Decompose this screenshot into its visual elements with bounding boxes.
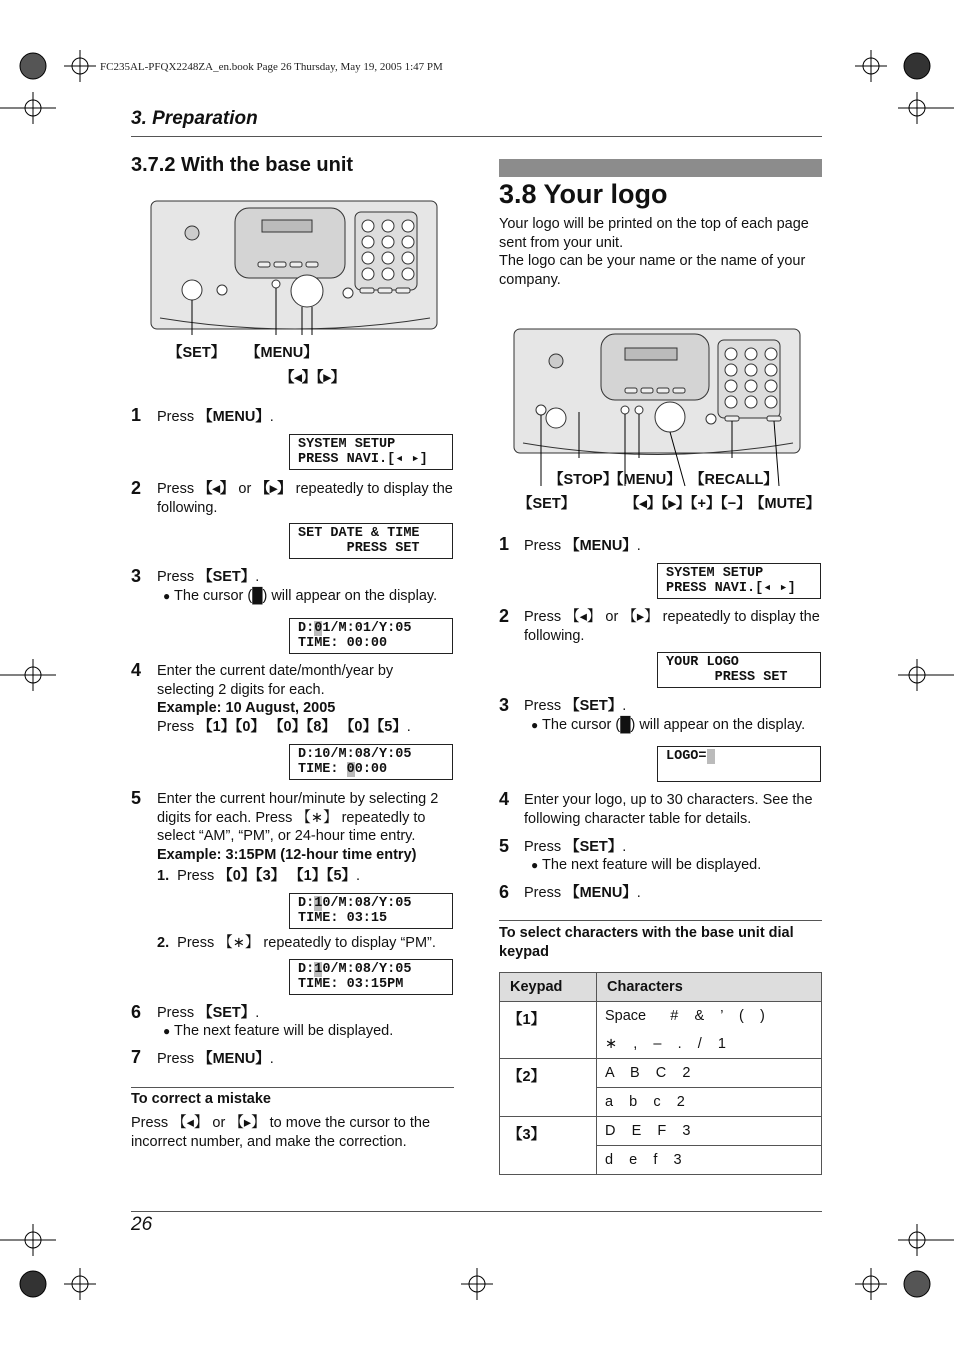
bullet-note: ● The next feature will be displayed. xyxy=(531,857,762,873)
bullet-icon: ● xyxy=(531,858,539,872)
characters-cell: a b c 2 xyxy=(597,1088,822,1117)
characters-cell: A B C 2 xyxy=(597,1059,822,1088)
character-table xyxy=(499,972,822,1175)
step-text: Press 【MENU】. xyxy=(157,1051,274,1067)
keypad-cell: 【1】 xyxy=(500,1002,597,1059)
step-text: Press 【◂】 or 【▸】 repeatedly to display the following. xyxy=(524,609,820,644)
recall-label: 【RECALL】 xyxy=(690,472,778,488)
column-header: Keypad xyxy=(500,973,597,1002)
crop-mark-br xyxy=(855,1224,954,1300)
table-header-row xyxy=(500,973,822,1002)
arrow-keys-label: 【◂】【▸】【+】【−】 xyxy=(625,496,751,512)
table-row xyxy=(500,1117,822,1146)
step-text: Press 【◂】 or 【▸】 repeatedly to display the following. xyxy=(157,481,453,516)
header-rule xyxy=(131,136,822,137)
table-row xyxy=(500,1002,822,1031)
crop-mark-mr xyxy=(898,659,954,691)
step-number: 1 xyxy=(499,534,510,554)
divider xyxy=(499,920,822,921)
base-unit-illustration xyxy=(150,200,440,335)
bullet-icon: ● xyxy=(163,589,171,603)
step-text: Press 【SET】. xyxy=(524,698,627,714)
heading-bar xyxy=(499,159,822,177)
step-text: Enter your logo, up to 30 characters. See the following character table for details. xyxy=(524,792,813,827)
lcd-display: SET DATE & TIME PRESS SET xyxy=(289,523,453,559)
lcd-display: LOGO= xyxy=(657,746,821,782)
step-text: Press 【MENU】. xyxy=(524,538,641,554)
keypad-cell: 【3】 xyxy=(500,1117,597,1175)
lcd-display: D:10/M:08/Y:05 TIME: 03:15PM xyxy=(289,959,453,995)
section-title: 3. Preparation xyxy=(131,108,258,129)
menu-label: 【MENU】 xyxy=(246,345,318,361)
set-label: 【SET】 xyxy=(168,345,226,361)
correct-heading: To correct a mistake xyxy=(131,1091,271,1107)
table-heading: To select characters with the base unit dial keypad xyxy=(499,925,794,960)
step-text: Enter the current date/month/year by selecting 2 digits for each. Example: 10 August, 2005 Press 【1】【0】 【0】【8】 【0】【5】. xyxy=(157,663,411,735)
correct-text: Press 【◂】 or 【▸】 to move the cursor to the incorrect number, and make the correction. xyxy=(131,1115,431,1150)
page-number: 26 xyxy=(131,1214,153,1235)
crop-mark-ml xyxy=(0,659,56,691)
keypad-cell: 【2】 xyxy=(500,1059,597,1117)
characters-cell: D E F 3 xyxy=(597,1117,822,1146)
print-line: FC235AL-PFQX2248ZA_en.book Page 26 Thursday, May 19, 2005 1:47 PM xyxy=(100,61,443,73)
divider xyxy=(131,1087,454,1088)
arrow-keys-label: 【◂】【▸】 xyxy=(280,370,346,386)
lcd-display: D:10/M:08/Y:05 TIME: 00:00 xyxy=(289,744,453,780)
intro-text: The logo can be your name or the name of your company. xyxy=(499,253,806,288)
step-text: Press 【SET】. xyxy=(524,839,627,855)
lcd-display: SYSTEM SETUP PRESS NAVI.[◂ ▸] xyxy=(289,434,453,470)
stop-label: 【STOP】 xyxy=(549,472,618,488)
step-number: 6 xyxy=(499,882,510,902)
step-number: 4 xyxy=(499,789,510,809)
bullet-note: ● The cursor (█) will appear on the display. xyxy=(163,588,438,604)
mute-label: 【MUTE】 xyxy=(750,496,821,512)
step-number: 4 xyxy=(131,660,142,680)
step-number: 6 xyxy=(131,1002,142,1022)
step-number: 3 xyxy=(499,695,510,715)
crop-mark-bc xyxy=(461,1268,493,1300)
bullet-note: ● The cursor (█) will appear on the display. xyxy=(531,717,806,733)
menu-label: 【MENU】 xyxy=(609,472,681,488)
characters-cell: ∗ , – . / 1 xyxy=(597,1030,822,1059)
step-text: Press 【MENU】. xyxy=(524,885,641,901)
crop-mark-tr xyxy=(855,50,954,124)
set-label: 【SET】 xyxy=(518,496,576,512)
lcd-display: D:01/M:01/Y:05 TIME: 00:00 xyxy=(289,618,453,654)
lcd-display: D:10/M:08/Y:05 TIME: 03:15 xyxy=(289,893,453,929)
step-number: 1 xyxy=(131,405,142,425)
bullet-icon: ● xyxy=(163,1024,171,1038)
step-number: 5 xyxy=(499,836,510,856)
column-header: Characters xyxy=(597,973,822,1002)
step-number: 7 xyxy=(131,1047,142,1067)
subsection-heading: 3.7.2 With the base unit xyxy=(131,154,354,176)
sub-step: 1. Press 【0】【3】 【1】【5】. xyxy=(157,868,361,884)
base-unit-illustration xyxy=(513,328,803,488)
step-number: 2 xyxy=(131,478,142,498)
step-number: 3 xyxy=(131,566,142,586)
step-number: 2 xyxy=(499,606,510,626)
table-row xyxy=(500,1059,822,1088)
step-text: Press 【MENU】. xyxy=(157,409,274,425)
bullet-note: ● The next feature will be displayed. xyxy=(163,1023,394,1039)
lcd-display: YOUR LOGO PRESS SET xyxy=(657,652,821,688)
lcd-display: SYSTEM SETUP PRESS NAVI.[◂ ▸] xyxy=(657,563,821,599)
step-text: Enter the current hour/minute by selecting 2 digits for each. Press 【∗】 repeatedly to select “AM”, “PM”, or 24-hour time entry. Example: 3:15PM (12-hour time entry) xyxy=(157,791,439,863)
characters-cell: d e f 3 xyxy=(597,1146,822,1175)
step-text: Press 【SET】. xyxy=(157,1005,260,1021)
intro-text: Your logo will be printed on the top of each page sent from your unit. xyxy=(499,216,809,251)
footer-rule xyxy=(131,1211,822,1212)
step-number: 5 xyxy=(131,788,142,808)
crop-mark-bl xyxy=(0,1224,96,1300)
bullet-icon: ● xyxy=(531,718,539,732)
step-text: Press 【SET】. xyxy=(157,569,260,585)
sub-step: 2. Press 【∗】 repeatedly to display “PM”. xyxy=(157,935,436,951)
page-heading: 3.8 Your logo xyxy=(499,179,668,209)
characters-cell: Space # & ’ ( ) xyxy=(597,1002,822,1031)
crop-mark-tl xyxy=(0,50,96,124)
